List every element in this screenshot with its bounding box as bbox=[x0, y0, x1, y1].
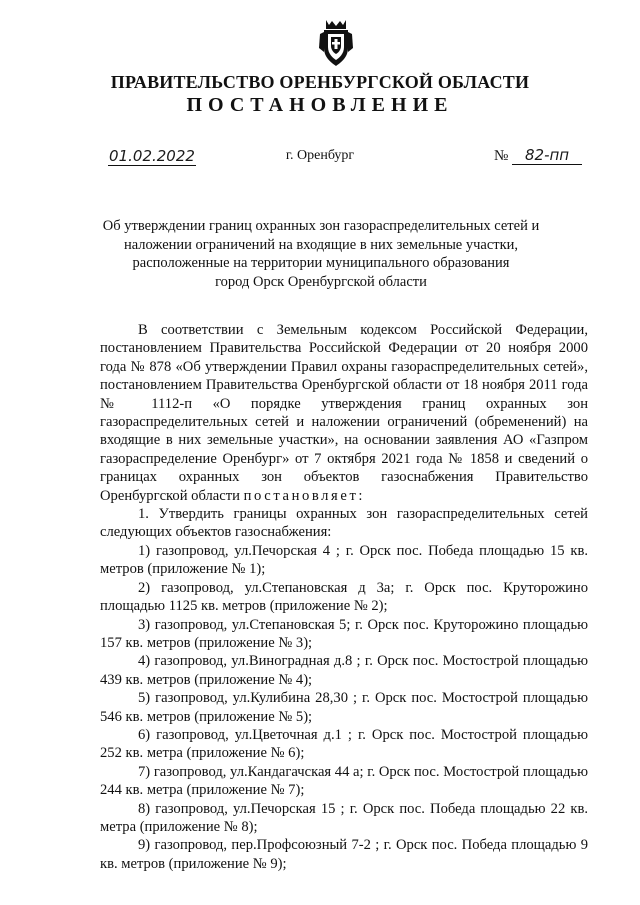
list-item: 6) газопровод, ул.Цветочная д.1 ; г. Орск пос. Мостострой площадью 252 кв. метра (приложение № 6); bbox=[100, 726, 588, 762]
document-date: 01.02.2022 bbox=[109, 147, 195, 165]
document-subject bbox=[100, 217, 542, 291]
preamble-paragraph bbox=[100, 321, 588, 505]
preamble-resolves: постановляет: bbox=[243, 487, 366, 504]
list-item: 2) газопровод, ул.Степановская д 3а; г. Орск пос. Круторожино площадью 1125 кв. метров (приложение № 2); bbox=[100, 579, 588, 615]
list-item: 4) газопровод, ул.Виноградная д.8 ; г. Орск пос. Мостострой площадью 439 кв. метров (приложение № 4); bbox=[100, 653, 588, 688]
oblast-coat-of-arms-icon bbox=[316, 18, 356, 68]
number-value: 82-пп bbox=[512, 146, 582, 165]
number-prefix: № bbox=[494, 148, 509, 164]
subject-line: Об утверждении границ охранных зон газораспределительных сетей и bbox=[102, 218, 540, 234]
document-type: ПОСТАНОВЛЕНИЕ bbox=[186, 94, 454, 116]
list-item: 1) газопровод, ул.Печорская 4 ; г. Орск пос. Победа площадью 15 кв. метров (приложение № 1); bbox=[100, 542, 588, 578]
subject-line: наложении ограничений на входящие в них земельные участки, bbox=[123, 236, 519, 253]
list-item: 7) газопровод, ул.Кандагачская 44 а; г. Орск пос. Мостострой площадью 244 кв. метра (приложение № 7); bbox=[100, 763, 588, 799]
preamble-text: В соответствии с Земельным кодексом Российской Федерации, постановлением Правительства Российской Федерации от 20 ноября 2000 года № 878 «Об утверждении Правил охраны газораспределительных сетей», постановлением Правительства Оренбургской области от 18 ноября 2011 года № 1112-п «О порядке утверждения границ охранных зон газораспределительных сетей и наложении ограничений (обременений) на входящие в них земельные участки», на основании заявления АО «Газпром газораспределение Оренбург» от 7 октября 2021 года № 1858 и сведений о границах охранных зон объектов газоснабжения Правительство Оренбургской области bbox=[100, 322, 588, 504]
item-1-intro: 1. Утвердить границы охранных зон газораспределительных сетей следующих объектов газоснабжения: bbox=[100, 506, 588, 541]
document-city: г. Оренбург bbox=[285, 148, 355, 163]
subject-line: город Орск Оренбургской области bbox=[215, 273, 427, 290]
list-item: 9) газопровод, пер.Профсоюзный 7-2 ; г. Орск пос. Победа площадью 9 кв. метров (приложение № 9); bbox=[100, 837, 588, 872]
document-body bbox=[100, 321, 588, 873]
list-item: 5) газопровод, ул.Кулибина 28,30 ; г. Орск пос. Мостострой площадью 546 кв. метров (приложение № 5); bbox=[100, 690, 588, 725]
list-item: 8) газопровод, ул.Печорская 15 ; г. Орск пос. Победа площадью 22 кв. метра (приложение № 8); bbox=[100, 800, 588, 835]
document-number bbox=[494, 146, 582, 165]
list-item: 3) газопровод, ул.Степановская 5; г. Орск пос. Круторожино площадью 157 кв. метров (приложение № 3); bbox=[100, 616, 588, 651]
government-title: ПРАВИТЕЛЬСТВО ОРЕНБУРГСКОЙ ОБЛАСТИ bbox=[110, 72, 530, 92]
subject-line: расположенные на территории муниципального образования bbox=[132, 255, 510, 271]
